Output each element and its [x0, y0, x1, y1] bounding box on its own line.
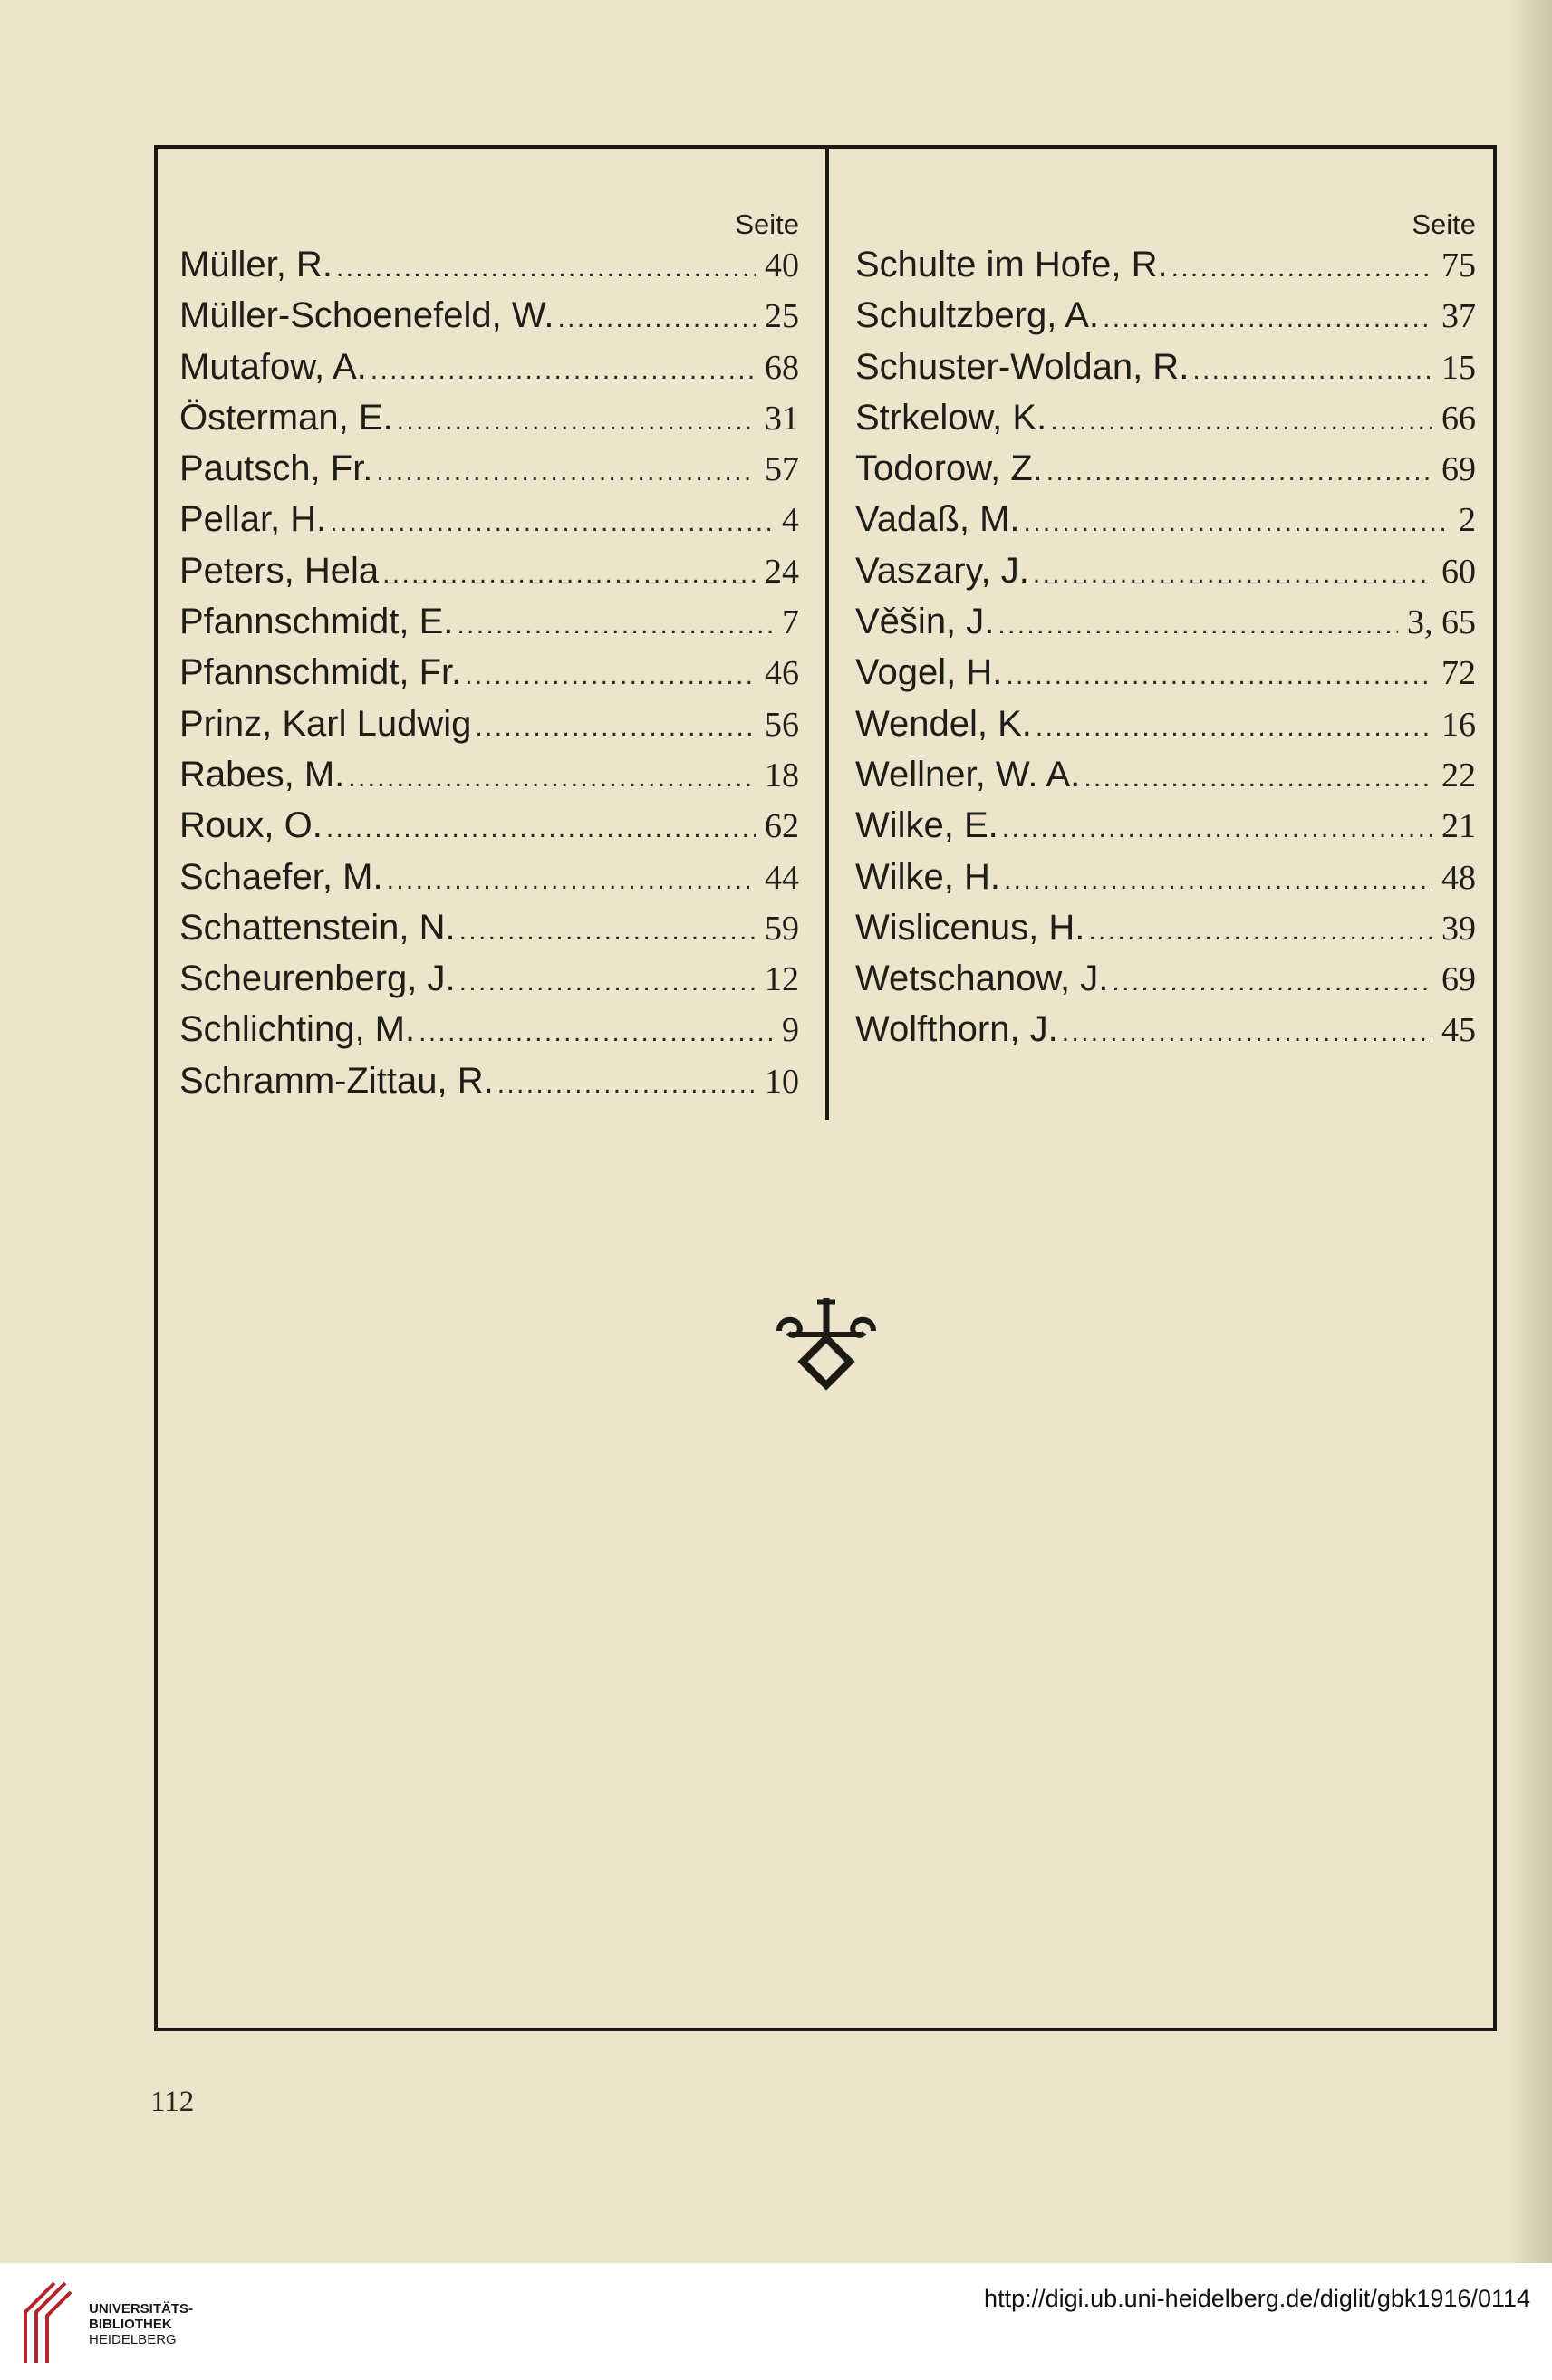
entry-page-number: 7	[782, 603, 799, 642]
column-divider	[825, 145, 829, 1120]
index-entry	[179, 245, 799, 295]
index-entry	[179, 295, 799, 346]
entry-name: Vadaß, M.	[855, 499, 1020, 540]
entry-name: Prinz, Karl Ludwig	[179, 703, 472, 744]
index-entry-list-left	[179, 245, 799, 1112]
index-entry	[179, 704, 799, 755]
entry-name: Wilke, H.	[855, 856, 1000, 897]
entry-name: Wislicenus, H.	[855, 907, 1085, 948]
dot-leader	[419, 1017, 773, 1048]
index-entry	[179, 1061, 799, 1112]
dot-leader	[1084, 763, 1432, 794]
dot-leader	[1112, 967, 1432, 997]
dot-leader	[998, 610, 1398, 641]
entry-page-number: 59	[765, 909, 799, 948]
index-entry	[179, 602, 799, 652]
entry-page-number: 48	[1441, 858, 1476, 897]
entry-page-number: 39	[1441, 909, 1476, 948]
entry-page-number: 24	[765, 552, 799, 591]
dot-leader	[397, 406, 756, 437]
dot-leader	[326, 814, 756, 844]
index-entry	[179, 908, 799, 959]
dot-leader	[1036, 712, 1432, 743]
dot-leader	[475, 712, 756, 743]
source-url-link[interactable]: http://digi.ub.uni-heidelberg.de/diglit/gbk1916/0114	[984, 2285, 1530, 2312]
index-entry	[855, 398, 1476, 448]
page-number: 112	[150, 2086, 195, 2118]
entry-page-number: 18	[765, 756, 799, 795]
entry-page-number: 22	[1441, 756, 1476, 795]
dot-leader	[330, 507, 773, 538]
dot-leader	[459, 916, 756, 947]
index-entry	[179, 398, 799, 448]
entry-name: Müller-Schoenefeld, W.	[179, 295, 554, 336]
entry-name: Věšin, J.	[855, 602, 995, 642]
printers-ornament-icon	[772, 1293, 881, 1392]
dot-leader	[336, 253, 756, 284]
index-entry	[855, 959, 1476, 1009]
entry-page-number: 4	[782, 501, 799, 540]
logo-text-line-2: BIBLIOTHEK	[89, 2317, 172, 2332]
entry-name: Roux, O.	[179, 805, 323, 846]
index-entry	[179, 1009, 799, 1060]
entry-page-number: 25	[765, 297, 799, 336]
dot-leader	[1046, 457, 1432, 487]
index-entry	[179, 755, 799, 805]
dot-leader	[1062, 1017, 1432, 1048]
entry-name: Schultzberg, A.	[855, 295, 1100, 336]
dot-leader	[1024, 507, 1450, 538]
entry-page-number: 10	[765, 1062, 799, 1101]
entry-name: Todorow, Z.	[855, 448, 1043, 489]
dot-leader	[1088, 916, 1432, 947]
dot-leader	[558, 304, 756, 334]
entry-page-number: 12	[765, 960, 799, 999]
index-entry	[179, 652, 799, 703]
index-entry	[855, 857, 1476, 908]
entry-name: Wolfthorn, J.	[855, 1009, 1058, 1050]
entry-page-number: 66	[1441, 399, 1476, 438]
entry-name: Rabes, M.	[179, 754, 345, 795]
entry-page-number: 56	[765, 705, 799, 744]
column-header-seite: Seite	[1412, 208, 1476, 240]
dot-leader	[348, 763, 756, 794]
entry-name: Schuster-Woldan, R.	[855, 346, 1190, 387]
entry-name: Österman, E.	[179, 397, 393, 438]
entry-name: Wellner, W. A.	[855, 754, 1081, 795]
dot-leader	[371, 355, 756, 386]
entry-name: Pfannschmidt, Fr.	[179, 652, 462, 693]
entry-name: Pellar, H.	[179, 499, 327, 540]
entry-page-number: 21	[1441, 807, 1476, 846]
entry-page-number: 2	[1459, 501, 1476, 540]
logo-text-line-3: HEIDELBERG	[89, 2332, 177, 2347]
logo-text-line-1: UNIVERSITÄTS-	[89, 2301, 194, 2317]
index-entry	[855, 1009, 1476, 1060]
dot-leader	[1050, 406, 1432, 437]
entry-page-number: 75	[1441, 246, 1476, 284]
entry-name: Scheurenberg, J.	[179, 959, 456, 999]
entry-name: Pfannschmidt, E.	[179, 602, 454, 642]
entry-page-number: 60	[1441, 552, 1476, 591]
entry-page-number: 9	[782, 1011, 799, 1050]
entry-name: Wendel, K.	[855, 703, 1032, 744]
entry-page-number: 72	[1441, 654, 1476, 693]
library-logo-text	[89, 2301, 193, 2347]
entry-page-number: 69	[1441, 960, 1476, 999]
entry-name: Strkelow, K.	[855, 397, 1047, 438]
entry-page-number: 44	[765, 858, 799, 897]
dot-leader	[1103, 304, 1432, 334]
index-entry	[179, 347, 799, 398]
frame-bottom-rule	[154, 2028, 1497, 2031]
index-entry	[855, 908, 1476, 959]
entry-name: Vogel, H.	[855, 652, 1003, 693]
entry-page-number: 37	[1441, 297, 1476, 336]
entry-name: Mutafow, A.	[179, 346, 367, 387]
entry-page-number: 31	[765, 399, 799, 438]
dot-leader	[1171, 253, 1432, 284]
dot-leader	[382, 559, 756, 590]
entry-name: Schattenstein, N.	[179, 907, 456, 948]
index-column-left	[179, 205, 799, 1112]
dot-leader	[465, 660, 756, 691]
entry-name: Schulte im Hofe, R.	[855, 245, 1168, 284]
entry-name: Wetschanow, J.	[855, 959, 1109, 999]
entry-page-number: 68	[765, 348, 799, 387]
index-entry	[179, 499, 799, 550]
column-header-seite: Seite	[735, 208, 799, 240]
entry-page-number: 16	[1441, 705, 1476, 744]
dot-leader	[459, 967, 756, 997]
entry-name: Vaszary, J.	[855, 550, 1029, 591]
index-entry	[855, 499, 1476, 550]
entry-page-number: 69	[1441, 450, 1476, 489]
dot-leader	[1006, 660, 1432, 691]
index-column-right	[855, 205, 1476, 1061]
dot-leader	[387, 865, 756, 896]
dot-leader	[1033, 559, 1432, 590]
entry-page-number: 3, 65	[1407, 603, 1476, 642]
index-entry	[179, 551, 799, 602]
dot-leader	[1004, 865, 1432, 896]
entry-name: Müller, R.	[179, 245, 333, 284]
entry-page-number: 46	[765, 654, 799, 693]
entry-name: Peters, Hela	[179, 550, 380, 591]
index-entry	[855, 602, 1476, 652]
index-entry	[179, 959, 799, 1009]
index-entry	[855, 652, 1476, 703]
entry-name: Schlichting, M.	[179, 1009, 416, 1050]
index-entry	[855, 448, 1476, 499]
entry-page-number: 40	[765, 246, 799, 284]
entry-page-number: 62	[765, 807, 799, 846]
index-entry	[855, 551, 1476, 602]
index-entry	[855, 295, 1476, 346]
index-entry	[855, 245, 1476, 295]
index-entry	[855, 347, 1476, 398]
index-entry-list-right	[855, 245, 1476, 1061]
entry-page-number: 45	[1441, 1011, 1476, 1050]
entry-name: Schaefer, M.	[179, 856, 383, 897]
index-entry	[179, 857, 799, 908]
digitization-footer	[0, 2263, 1552, 2380]
dot-leader	[376, 457, 756, 487]
dot-leader	[457, 610, 773, 641]
entry-name: Wilke, E.	[855, 805, 998, 846]
index-entry	[179, 805, 799, 856]
dot-leader	[1192, 355, 1432, 386]
frame-left-rule	[154, 145, 158, 2031]
entry-page-number: 15	[1441, 348, 1476, 387]
entry-page-number: 57	[765, 450, 799, 489]
index-entry	[855, 805, 1476, 856]
index-entry	[179, 448, 799, 499]
dot-leader	[1002, 814, 1432, 844]
frame-right-rule	[1493, 145, 1497, 2031]
dot-leader	[497, 1069, 756, 1100]
index-entry	[855, 704, 1476, 755]
university-library-logo-icon	[18, 2279, 74, 2366]
entry-name: Schramm-Zittau, R.	[179, 1060, 494, 1101]
entry-name: Pautsch, Fr.	[179, 448, 373, 489]
index-entry	[855, 755, 1476, 805]
